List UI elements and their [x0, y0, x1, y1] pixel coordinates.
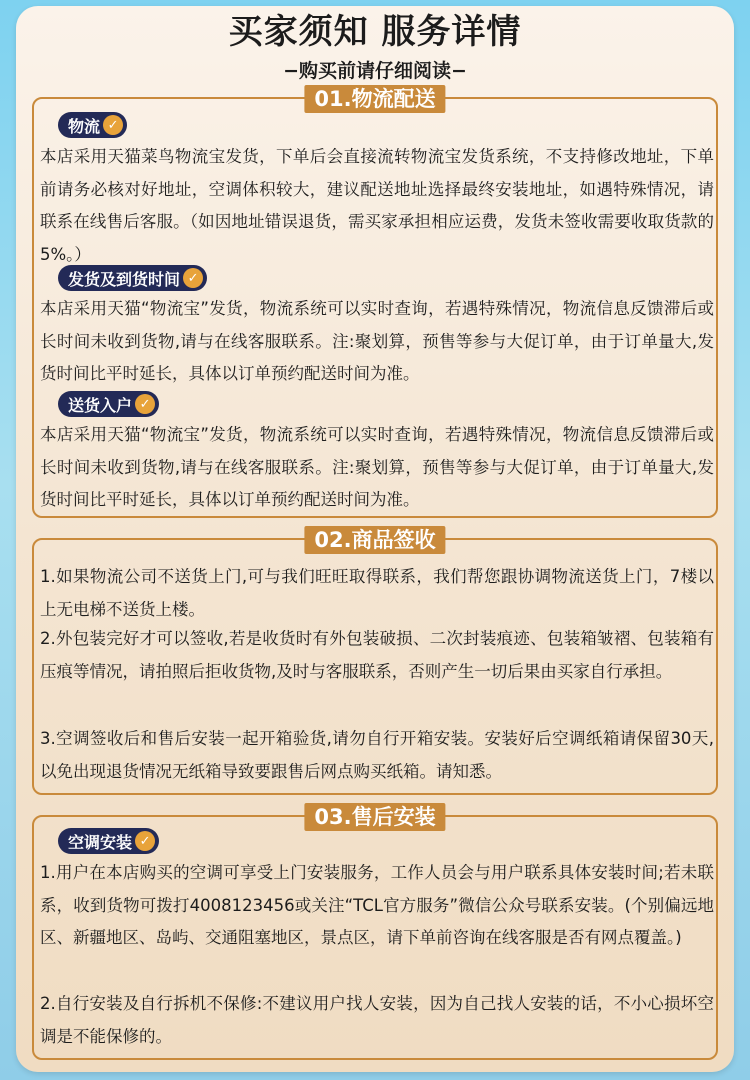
check-icon: ✓	[135, 831, 155, 851]
install-item-1: 1.用户在本店购买的空调可享受上门安装服务，工作人员会与用户联系具体安装时间;若未联系，收到货物可拨打4008123456或关注“TCL官方服务”微信公众号联系安装。(个别偏远地区、新疆地区、岛屿、交通阻塞地区，景点区，请下单前咨询在线客服是否有网点覆盖。)	[40, 863, 714, 947]
ship-time-text: 本店采用天猫“物流宝”发货，物流系统可以实时查询，若遇特殊情况，物流信息反馈滞后或长时间未收到货物,请与在线客服联系。注:聚划算，预售等参与大促订单，由于订单量大,发货时间比平时延长，具体以订单预约配送时间为准。	[40, 299, 714, 383]
label-text: 空调安装	[68, 832, 133, 852]
check-icon: ✓	[183, 268, 203, 288]
label-text: 送货入户	[68, 395, 133, 415]
section-tab-logistics: 01.物流配送	[304, 85, 445, 113]
page-subtitle: −购买前请仔细阅读−	[283, 60, 467, 82]
home-delivery-text: 本店采用天猫“物流宝”发货，物流系统可以实时查询，若遇特殊情况，物流信息反馈滞后或长时间未收到货物,请与在线客服联系。注:聚划算，预售等参与大促订单，由于订单量大,发货时间比平时延长，具体以订单预约配送时间为准。	[40, 425, 714, 509]
check-icon: ✓	[135, 394, 155, 414]
section-tab-installation: 03.售后安装	[304, 803, 445, 831]
receipt-item-3: 3.空调签收后和售后安装一起开箱验货,请勿自行开箱安装。安装好后空调纸箱请保留30天,以免出现退货情况无纸箱导致要跟售后网点购买纸箱。请知悉。	[40, 729, 714, 781]
label-logistics	[58, 112, 127, 138]
label-ship-time	[58, 265, 207, 291]
label-ac-install	[58, 828, 159, 854]
receipt-item-1: 1.如果物流公司不送货上门,可与我们旺旺取得联系，我们帮您跟协调物流送货上门，7楼以上无电梯不送货上楼。	[40, 567, 714, 619]
logistics-text: 本店采用天猫菜鸟物流宝发货，下单后会直接流转物流宝发货系统，不支持修改地址，下单前请务必核对好地址，空调体积较大，建议配送地址选择最终安装地址，如遇特殊情况，请联系在线售后客服。（如因地址错误退货，需买家承担相应运费，发货未签收需要收取货款的5%。）	[40, 147, 714, 264]
check-icon: ✓	[103, 115, 123, 135]
label-home-delivery	[58, 391, 159, 417]
section-tab-receipt: 02.商品签收	[304, 526, 445, 554]
receipt-item-2: 2.外包装完好才可以签收,若是收货时有外包装破损、二次封装痕迹、包装箱皱褶、包装箱有压痕等情况，请拍照后拒收货物,及时与客服联系，否则产生一切后果由买家自行承担。	[40, 629, 714, 681]
label-text: 物流	[68, 116, 101, 136]
label-text: 发货及到货时间	[68, 269, 181, 289]
page-title: 买家须知 服务详情	[228, 12, 522, 52]
install-item-2: 2.自行安装及自行拆机不保修:不建议用户找人安装，因为自己找人安装的话，不小心损坏空调是不能保修的。	[40, 994, 714, 1046]
